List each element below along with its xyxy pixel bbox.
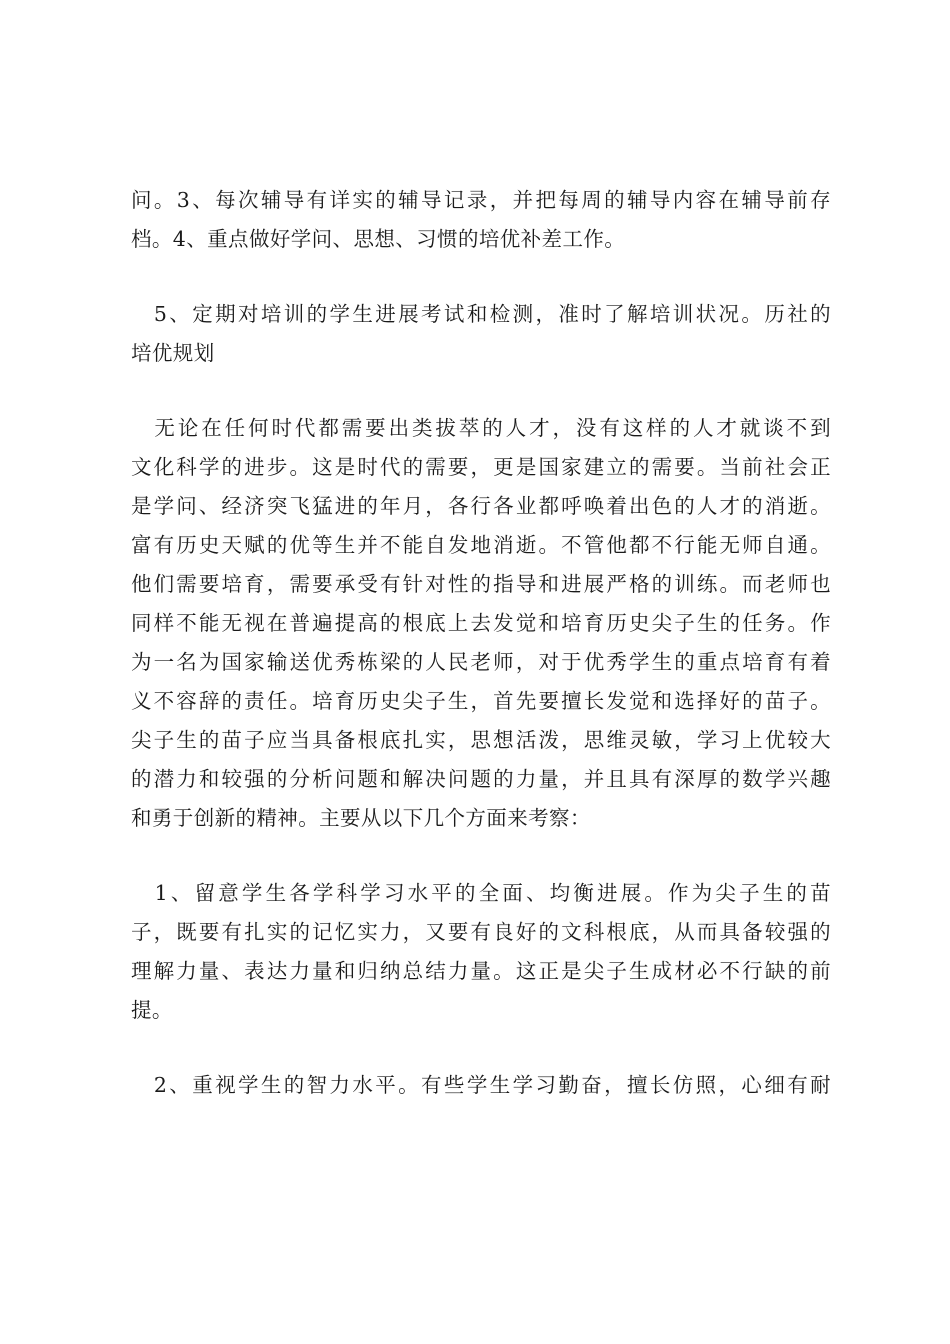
paragraph [131,874,831,1030]
text-line: 提。 [131,998,173,1022]
text-line: 文化科学的进步。这是时代的需要，更是国家建立的需要。当前社会正 [131,455,831,479]
paragraph [131,409,831,838]
text-line: 无论在任何时代都需要出类拔萃的人才，没有这样的人才就谈不到 [131,416,831,440]
text-line: 5、定期对培训的学生进展考试和检测，准时了解培训状况。历社的 [131,302,831,326]
text-line: 2、重视学生的智力水平。有些学生学习勤奋，擅长仿照，心细有耐 [131,1073,831,1097]
text-line: 问。3、每次辅导有详实的辅导记录，并把每周的辅导内容在辅导前存 [131,188,831,212]
paragraph-gap [131,259,831,295]
paragraph-gap [131,838,831,874]
paragraph [131,295,831,373]
paragraph-gap [131,1030,831,1066]
text-line: 培优规划 [131,341,215,365]
paragraph [131,181,831,259]
paragraph-gap [131,373,831,409]
text-line: 富有历史天赋的优等生并不能自发地消逝。不管他都不行能无师自通。 [131,533,831,557]
text-line: 尖子生的苗子应当具备根底扎实，思想活泼，思维灵敏，学习上优较大 [131,728,831,752]
text-line: 义不容辞的责任。培育历史尖子生，首先要擅长发觉和选择好的苗子。 [131,689,831,713]
text-line: 子，既要有扎实的记忆实力，又要有良好的文科根底，从而具备较强的 [131,920,831,944]
text-line: 理解力量、表达力量和归纳总结力量。这正是尖子生成材必不行缺的前 [131,959,831,983]
text-line: 是学问、经济突飞猛进的年月，各行各业都呼唤着出色的人才的消逝。 [131,494,831,518]
paragraph [131,1066,831,1105]
text-line: 为一名为国家输送优秀栋梁的人民老师，对于优秀学生的重点培育有着 [131,650,831,674]
text-line: 同样不能无视在普遍提高的根底上去发觉和培育历史尖子生的任务。作 [131,611,831,635]
text-line: 档。4、重点做好学问、思想、习惯的培优补差工作。 [131,227,626,251]
text-line: 1、留意学生各学科学习水平的全面、均衡进展。作为尖子生的苗 [131,881,831,905]
text-line: 他们需要培育，需要承受有针对性的指导和进展严格的训练。而老师也 [131,572,831,596]
document-body [131,181,831,1105]
text-line: 的潜力和较强的分析问题和解决问题的力量，并且具有深厚的数学兴趣 [131,767,831,791]
text-line: 和勇于创新的精神。主要从以下几个方面来考察： [131,806,591,830]
